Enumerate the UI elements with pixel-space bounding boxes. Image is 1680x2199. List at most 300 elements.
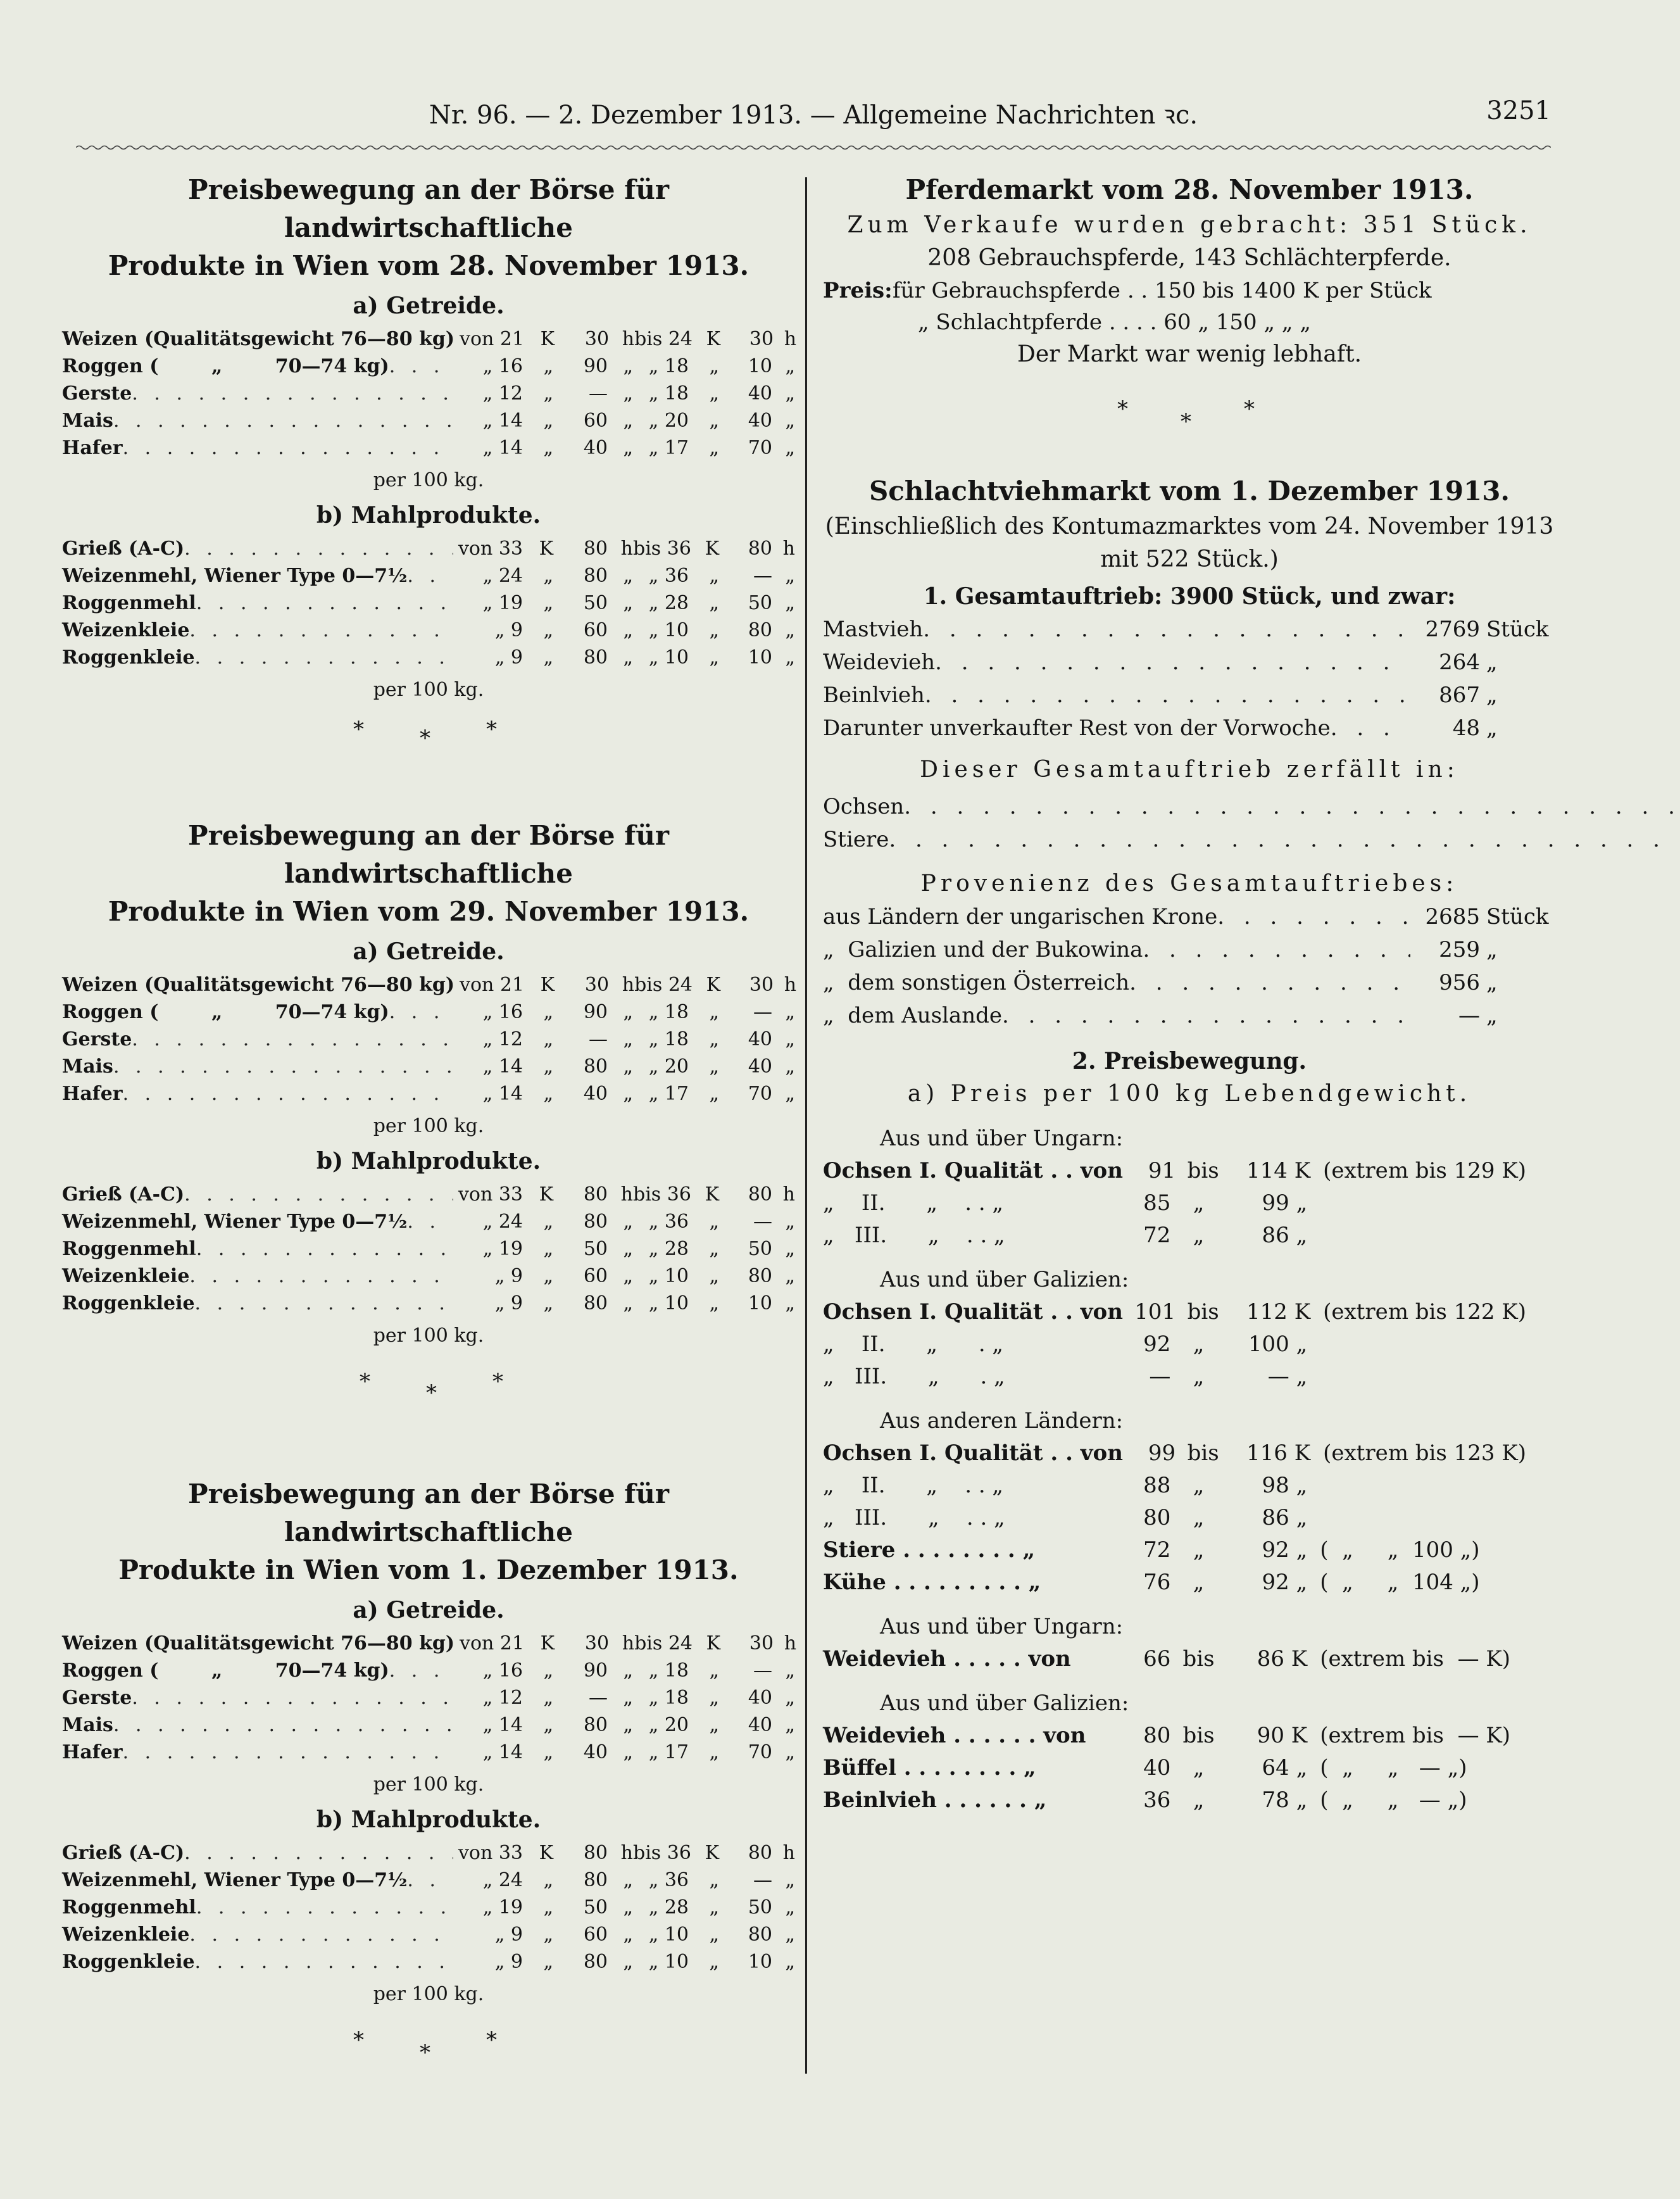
row-label: Darunter unverkaufter Rest von der Vorwoche xyxy=(823,715,1331,741)
price-group xyxy=(823,1263,1556,1393)
value-cell: „ 9 xyxy=(494,1265,523,1287)
section-separator xyxy=(823,371,1556,472)
value-cell: von 33 xyxy=(458,1183,523,1206)
row-unit: „ xyxy=(1486,937,1498,962)
leader-dots xyxy=(196,1235,453,1263)
value-cell: „ 14 xyxy=(482,437,523,459)
price-cell: — „ xyxy=(1267,1364,1308,1389)
row-label: Weizenmehl, Wiener Type 0—7½ xyxy=(62,1211,408,1233)
value-cell: „ 10 xyxy=(648,1292,689,1314)
table-row xyxy=(62,999,795,1026)
value-cell: 80 xyxy=(583,1869,608,1891)
right-column xyxy=(823,171,1556,1817)
row-label: Stiere xyxy=(823,827,889,852)
value-cell: K xyxy=(539,1842,553,1864)
value-cell: K xyxy=(706,974,721,996)
price-row xyxy=(823,1328,1556,1361)
value-cell: 80 xyxy=(583,538,608,560)
price-cell: Kühe . . . . . . . . . „ xyxy=(823,1570,1041,1595)
star: * xyxy=(353,717,364,742)
value-cell: „ xyxy=(785,1869,795,1891)
value-cell: bis 36 xyxy=(633,1842,691,1864)
unit-note: per 100 kg. xyxy=(373,679,484,701)
leader-dots xyxy=(904,790,1680,823)
row-count: 264 xyxy=(1439,650,1480,675)
leader-dots xyxy=(123,434,453,462)
value-cell: „ xyxy=(709,646,719,669)
value-cell: „ 28 xyxy=(648,592,689,614)
value-cell: „ xyxy=(709,355,719,377)
pferdemarkt-breakdown: 208 Gebrauchspferde, 143 Schlächterpferde. xyxy=(927,245,1451,271)
value-cell: 10 xyxy=(748,646,772,669)
table-row xyxy=(62,971,795,999)
value-cell: „ xyxy=(709,1896,719,1919)
row-label: Grieß (A-C) xyxy=(62,538,185,560)
price-cell: Büffel . . . . . . . . „ xyxy=(823,1755,1036,1780)
value-cell: 50 xyxy=(583,1896,608,1919)
value-cell: „ 10 xyxy=(648,1924,689,1946)
table-row xyxy=(62,1948,795,1975)
value-cell: „ xyxy=(543,646,553,669)
price-cell: 66 xyxy=(1143,1646,1171,1672)
value-cell: „ xyxy=(709,1714,719,1736)
value-cell: von 21 xyxy=(460,974,525,996)
row-values xyxy=(453,434,795,462)
row-label: Grieß (A-C) xyxy=(62,1183,185,1206)
price-cell: 86 K xyxy=(1257,1646,1308,1672)
value-cell: „ xyxy=(785,1924,795,1946)
running-header: Nr. 96. — 2. Dezember 1913. — Allgemeine Nachrichten ꝛc. 3251 xyxy=(429,96,1551,130)
star: * xyxy=(492,1369,503,1394)
price-cell: 80 xyxy=(1143,1505,1171,1530)
value-cell: h xyxy=(784,1632,797,1654)
row-values xyxy=(453,535,795,562)
table-row xyxy=(62,1290,795,1317)
table-row xyxy=(62,325,795,353)
row-label: Roggenmehl xyxy=(62,1238,196,1260)
getreide-table xyxy=(62,971,795,1107)
value-cell: „ xyxy=(543,592,553,614)
leader-dots xyxy=(132,380,453,407)
value-cell: „ xyxy=(543,1687,553,1709)
gesamtauftrieb-heading: 1. Gesamtauftrieb: 3900 Stück, und zwar: xyxy=(923,583,1456,610)
row-values xyxy=(453,1921,795,1948)
value-cell: „ 28 xyxy=(648,1238,689,1260)
section-title-line2: Produkte in Wien vom 1. Dezember 1913. xyxy=(118,1554,739,1585)
price-cell: „ xyxy=(1193,1537,1205,1563)
price-cell: 90 K xyxy=(1257,1723,1308,1748)
price-cell: bis xyxy=(1187,1158,1219,1183)
price-cell: „ II. „ . . „ xyxy=(823,1473,1004,1498)
price-cell: 64 „ xyxy=(1262,1755,1308,1780)
value-cell: „ 10 xyxy=(648,619,689,641)
star: * xyxy=(1181,409,1191,434)
star: * xyxy=(486,717,497,742)
price-group xyxy=(823,1687,1556,1817)
value-cell: 70 xyxy=(748,1083,772,1105)
pferdemarkt-price-row xyxy=(823,275,1556,306)
list-row xyxy=(823,999,1556,1032)
value-cell: „ 14 xyxy=(482,1741,523,1763)
value-cell: „ 9 xyxy=(494,646,523,669)
value-cell: h xyxy=(620,1842,633,1864)
value-cell: 60 xyxy=(583,619,608,641)
price-cell: 72 xyxy=(1143,1223,1171,1248)
value-cell: „ xyxy=(785,1660,795,1682)
value-cell: „ 18 xyxy=(648,1687,689,1709)
row-label: Weizenkleie xyxy=(62,619,190,641)
value-cell: „ xyxy=(709,592,719,614)
leader-dots xyxy=(195,644,453,671)
price-row xyxy=(823,1296,1556,1328)
value-cell: 60 xyxy=(583,1924,608,1946)
row-label: Beinlvieh xyxy=(823,683,925,708)
price-schlachtpferde: „ Schlachtpferde . . . . 60 „ 150 „ „ „ xyxy=(918,310,1311,335)
subheading-getreide: a) Getreide. xyxy=(353,293,505,319)
table-row xyxy=(62,1894,795,1921)
table-row xyxy=(62,353,795,380)
price-row xyxy=(823,1720,1556,1752)
value-cell: „ 24 xyxy=(482,565,523,587)
value-cell: „ 10 xyxy=(648,1951,689,1973)
value-cell: h xyxy=(620,1183,633,1206)
value-cell: „ xyxy=(623,410,633,432)
value-cell: bis 36 xyxy=(633,1183,691,1206)
value-cell: 50 xyxy=(748,1896,772,1919)
row-unit: Stück xyxy=(1486,617,1549,642)
row-values xyxy=(454,325,796,353)
row-count: 48 xyxy=(1452,715,1480,741)
price-cell: 80 xyxy=(1143,1723,1171,1748)
value-cell: „ xyxy=(709,1869,719,1891)
value-cell: 70 xyxy=(748,437,772,459)
borse-section-nov28 xyxy=(62,171,795,817)
value-cell: „ xyxy=(623,1265,633,1287)
value-cell: „ 17 xyxy=(648,1083,689,1105)
value-cell: 80 xyxy=(583,1055,608,1078)
value-cell: „ xyxy=(543,1714,553,1736)
price-gebrauchspferde: für Gebrauchspferde . . 150 bis 1400 K per Stück xyxy=(893,278,1432,303)
value-cell: „ xyxy=(623,1896,633,1919)
row-label: „ Galizien und der Bukowina xyxy=(823,937,1143,962)
value-cell: h xyxy=(784,974,797,996)
price-cell: (extrem bis — K) xyxy=(1320,1723,1511,1748)
row-count: 867 xyxy=(1439,683,1480,708)
value-cell: 60 xyxy=(583,410,608,432)
unit-note: per 100 kg. xyxy=(373,1115,484,1137)
value-cell: „ xyxy=(785,382,795,405)
row-label: Roggenmehl xyxy=(62,592,196,614)
leader-dots xyxy=(925,679,1410,712)
price-group xyxy=(823,1404,1556,1599)
price-cell: „ xyxy=(1193,1473,1205,1498)
value-cell: 40 xyxy=(748,1028,772,1050)
row-label: Weizenmehl, Wiener Type 0—7½ xyxy=(62,565,408,587)
row-values xyxy=(453,1181,795,1208)
value-cell: „ 10 xyxy=(648,1265,689,1287)
value-cell: „ xyxy=(785,1292,795,1314)
value-cell: bis 36 xyxy=(633,538,691,560)
value-cell: 40 xyxy=(748,382,772,405)
value-cell: „ xyxy=(543,1211,553,1233)
value-cell: „ 18 xyxy=(648,1028,689,1050)
row-values xyxy=(453,1839,795,1867)
leader-dots xyxy=(123,1080,453,1107)
price-cell: „ xyxy=(1193,1332,1205,1357)
value-cell: bis 24 xyxy=(634,1632,693,1654)
price-cell: ( „ „ 104 „) xyxy=(1320,1570,1480,1595)
subheading-getreide: a) Getreide. xyxy=(353,1597,505,1623)
leader-dots xyxy=(195,1948,453,1975)
price-group xyxy=(823,1610,1556,1675)
row-label: Grieß (A-C) xyxy=(62,1842,185,1864)
price-cell: Ochsen I. Qualität . . von xyxy=(823,1299,1123,1325)
value-cell: „ xyxy=(785,1265,795,1287)
value-cell: „ 14 xyxy=(482,1055,523,1078)
value-cell: „ 20 xyxy=(648,1055,689,1078)
page-number: 3251 xyxy=(1486,96,1551,125)
row-unit: „ xyxy=(1486,650,1498,675)
value-cell: „ xyxy=(785,1001,795,1023)
table-row xyxy=(62,380,795,407)
value-cell: 30 xyxy=(584,974,610,996)
price-cell: Weidevieh . . . . . . von xyxy=(823,1723,1086,1748)
row-unit: „ xyxy=(1486,683,1498,708)
row-label: Weizen (Qualitätsgewicht 76—80 kg) xyxy=(62,974,455,996)
value-cell: 80 xyxy=(748,538,772,560)
value-cell: „ xyxy=(709,1211,719,1233)
value-cell: „ 18 xyxy=(648,382,689,405)
list-row xyxy=(823,966,1556,999)
value-cell: „ xyxy=(543,1238,553,1260)
row-values xyxy=(453,617,795,644)
row-label: Roggen ( „ 70—74 kg) xyxy=(62,1660,389,1682)
price-cell: „ xyxy=(1193,1190,1205,1216)
row-unit: Stück xyxy=(1486,904,1549,929)
row-label: Roggen ( „ 70—74 kg) xyxy=(62,355,389,377)
schlachtvieh-title: Schlachtviehmarkt vom 1. Dezember 1913. xyxy=(868,476,1510,507)
price-cell: „ xyxy=(1193,1364,1205,1389)
row-values xyxy=(453,407,795,434)
unit-note: per 100 kg. xyxy=(373,469,484,491)
value-cell: — xyxy=(753,565,772,587)
row-label: Roggenkleie xyxy=(62,646,195,669)
value-cell: „ 17 xyxy=(648,1741,689,1763)
row-unit: „ xyxy=(1486,715,1498,741)
star: * xyxy=(420,2040,430,2065)
value-cell: K xyxy=(705,1842,719,1864)
getreide-table xyxy=(62,1630,795,1766)
value-cell: „ 19 xyxy=(482,592,523,614)
value-cell: 80 xyxy=(583,1951,608,1973)
row-values xyxy=(453,1867,795,1894)
price-cell: bis xyxy=(1182,1723,1215,1748)
value-cell: — xyxy=(589,1028,608,1050)
value-cell: „ xyxy=(623,646,633,669)
value-cell: „ xyxy=(623,1211,633,1233)
value-cell: „ xyxy=(709,1238,719,1260)
price-cell: Beinlvieh . . . . . . „ xyxy=(823,1787,1047,1813)
value-cell: 90 xyxy=(583,355,608,377)
value-cell: — xyxy=(753,1660,772,1682)
price-row xyxy=(823,1187,1556,1219)
value-cell: „ 12 xyxy=(482,1687,523,1709)
price-row xyxy=(823,1437,1556,1470)
row-unit: „ xyxy=(1486,970,1498,995)
table-row xyxy=(62,1867,795,1894)
value-cell: „ xyxy=(785,646,795,669)
value-cell: „ xyxy=(785,1896,795,1919)
table-row xyxy=(62,1053,795,1080)
star: * xyxy=(1117,396,1128,422)
row-count: — xyxy=(1458,1003,1480,1028)
value-cell: „ 24 xyxy=(482,1869,523,1891)
column-divider xyxy=(805,177,807,2074)
value-cell: „ xyxy=(623,1687,633,1709)
value-cell: 30 xyxy=(584,1632,610,1654)
price-cell: 76 xyxy=(1143,1570,1171,1595)
leader-dots xyxy=(189,1921,453,1948)
leader-dots xyxy=(1217,900,1410,933)
value-cell: — xyxy=(589,382,608,405)
pferdemarkt-price-row xyxy=(823,306,1556,338)
value-cell: „ 16 xyxy=(482,1001,523,1023)
price-cell: Stiere . . . . . . . . „ xyxy=(823,1537,1036,1563)
price-cell: 114 K xyxy=(1246,1158,1311,1183)
leader-dots xyxy=(113,1711,453,1739)
row-values xyxy=(453,1684,795,1711)
leader-dots xyxy=(132,1684,453,1711)
row-label: Weizenmehl, Wiener Type 0—7½ xyxy=(62,1869,408,1891)
list-row xyxy=(823,679,1556,712)
leader-dots xyxy=(195,1290,453,1317)
value-cell: „ 24 xyxy=(482,1211,523,1233)
star: * xyxy=(486,2027,497,2053)
value-cell: „ xyxy=(785,1687,795,1709)
value-cell: h xyxy=(622,328,635,350)
value-cell: „ xyxy=(623,1951,633,1973)
value-cell: von 33 xyxy=(458,1842,523,1864)
table-row xyxy=(62,589,795,617)
price-cell: 85 xyxy=(1143,1190,1171,1216)
value-cell: „ xyxy=(543,410,553,432)
list-row xyxy=(823,900,1556,933)
pferdemarkt-title: Pferdemarkt vom 28. November 1913. xyxy=(905,174,1474,205)
row-values xyxy=(453,1711,795,1739)
price-cell: „ III. „ . . „ xyxy=(823,1223,1005,1248)
value-cell: „ xyxy=(709,1951,719,1973)
list-row xyxy=(823,712,1556,745)
price-cell: 92 „ xyxy=(1262,1537,1308,1563)
row-unit: „ xyxy=(1486,1003,1498,1028)
mahlprodukte-table xyxy=(62,535,795,671)
value-cell: K xyxy=(706,1632,721,1654)
row-count: 2769 xyxy=(1425,617,1480,642)
price-row xyxy=(823,1752,1556,1784)
price-row xyxy=(823,1219,1556,1252)
value-cell: 30 xyxy=(749,974,774,996)
leader-dots xyxy=(407,1208,453,1235)
value-cell: „ xyxy=(543,1001,553,1023)
table-row xyxy=(62,1235,795,1263)
list-row xyxy=(823,790,1680,823)
star: * xyxy=(360,1369,370,1394)
value-cell: 60 xyxy=(583,1265,608,1287)
row-label: Weizen (Qualitätsgewicht 76—80 kg) xyxy=(62,328,455,350)
section-separator xyxy=(62,704,795,755)
value-cell: „ xyxy=(623,1869,633,1891)
price-cell: ( „ „ 100 „) xyxy=(1320,1537,1480,1563)
value-cell: „ xyxy=(623,1055,633,1078)
value-cell: „ xyxy=(623,355,633,377)
value-cell: „ 17 xyxy=(648,437,689,459)
row-label: Roggenkleie xyxy=(62,1292,195,1314)
price-cell: „ II. „ . . „ xyxy=(823,1190,1004,1216)
value-cell: 80 xyxy=(748,1183,772,1206)
row-values xyxy=(453,1263,795,1290)
value-cell: 40 xyxy=(748,1687,772,1709)
value-cell: von 21 xyxy=(460,328,525,350)
schlachtvieh-note-line2: mit 522 Stück.) xyxy=(1100,546,1279,572)
value-cell: — xyxy=(589,1687,608,1709)
row-label: Hafer xyxy=(62,1083,123,1105)
split-table xyxy=(823,790,1556,856)
value-cell: h xyxy=(782,1183,795,1206)
value-cell: „ 12 xyxy=(482,1028,523,1050)
row-label: „ dem sonstigen Österreich xyxy=(823,970,1130,995)
row-values xyxy=(453,1208,795,1235)
row-values xyxy=(453,562,795,589)
list-row xyxy=(823,646,1556,679)
value-cell: „ xyxy=(543,1265,553,1287)
row-label: Weizenkleie xyxy=(62,1924,190,1946)
value-cell: „ xyxy=(623,565,633,587)
price-cell: bis xyxy=(1182,1646,1215,1672)
row-values xyxy=(453,1290,795,1317)
value-cell: „ xyxy=(543,1869,553,1891)
value-cell: 80 xyxy=(748,1842,772,1864)
value-cell: „ xyxy=(623,1924,633,1946)
leader-dots xyxy=(189,1263,453,1290)
price-cell: „ II. „ . „ xyxy=(823,1332,1004,1357)
price-cell: Weidevieh . . . . . von xyxy=(823,1646,1071,1672)
value-cell: 30 xyxy=(749,1632,774,1654)
price-cell: Ochsen I. Qualität . . von xyxy=(823,1158,1123,1183)
value-cell: 10 xyxy=(748,1292,772,1314)
value-cell: „ 10 xyxy=(648,646,689,669)
row-values xyxy=(453,1026,795,1053)
row-values xyxy=(453,999,795,1026)
price-row xyxy=(823,1155,1556,1187)
table-row xyxy=(62,617,795,644)
list-row xyxy=(823,613,1556,646)
price-cell: (extrem bis 123 K) xyxy=(1323,1440,1527,1466)
value-cell: „ 19 xyxy=(482,1896,523,1919)
value-cell: „ 36 xyxy=(648,1211,689,1233)
price-row xyxy=(823,1566,1556,1599)
row-values xyxy=(453,1894,795,1921)
value-cell: K xyxy=(540,328,555,350)
leader-dots xyxy=(1129,966,1410,999)
value-cell: 10 xyxy=(748,355,772,377)
group-heading: Aus und über Galizien: xyxy=(880,1267,1129,1292)
table-row xyxy=(62,1711,795,1739)
value-cell: 80 xyxy=(748,619,772,641)
value-cell: „ xyxy=(623,1714,633,1736)
price-cell: bis xyxy=(1187,1440,1219,1466)
price-cell: 100 „ xyxy=(1248,1332,1308,1357)
leader-dots xyxy=(184,1839,453,1867)
